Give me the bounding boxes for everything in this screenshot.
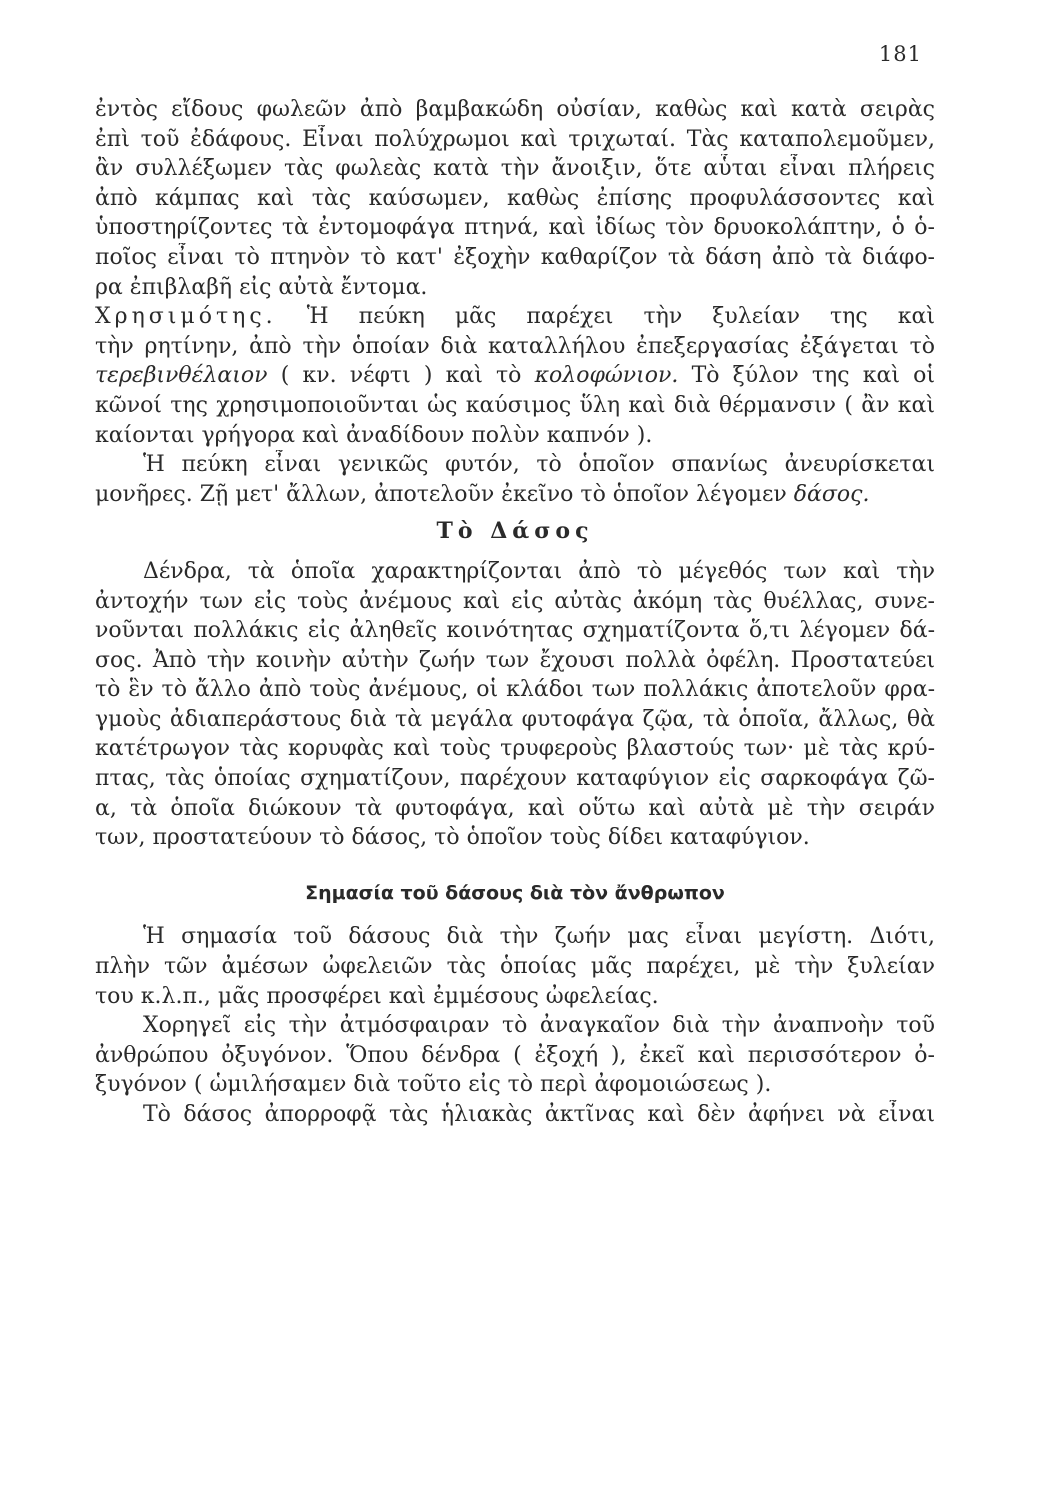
text-line: σος. Ἀπὸ τὴν κοινὴν αὐτὴν ζωήν των ἔχουσι πολλὰ ὀφέλη. Προστατεύει bbox=[95, 647, 935, 673]
section-heading-importance: Σημασία τοῦ δάσους διὰ τὸν ἄνθρωπον bbox=[305, 881, 725, 904]
text-line: τὴν ρητίνην, ἀπὸ τὴν ὁποίαν διὰ καταλλήλου ἐπεξεργασίας ἐξάγεται τὸ bbox=[95, 333, 935, 359]
text-line: γμοὺς ἀδιαπεράστους διὰ τὰ μεγάλα φυτοφάγα ζῷα, τὰ ὁποῖα, ἄλλως, θὰ bbox=[95, 706, 935, 732]
text-line: Δένδρα, τὰ ὁποῖα χαρακτηρίζονται ἀπὸ τὸ μέγεθός των καὶ τὴν bbox=[143, 558, 935, 584]
text-line: νοῦνται πολλάκις εἰς ἀληθεῖς κοινότητας σχηματίζοντα ὅ,τι λέγομεν δά- bbox=[95, 618, 935, 644]
text-line: κατέτρωγον τὰς κορυφὰς καὶ τοὺς τρυφεροὺς βλαστούς των· μὲ τὰς κρύ- bbox=[95, 736, 935, 762]
text-line: ἀνθρώπου ὀξυγόνον. Ὅπου δένδρα ( ἐξοχή ), ἐκεῖ καὶ περισσότερον ὀ- bbox=[95, 1042, 935, 1068]
text-line: καίονται γρήγορα καὶ ἀναδίδουν πολὺν καπνόν ). bbox=[95, 422, 653, 448]
text-line: ὑποστηρίζοντες τὰ ἐντομοφάγα πτηνά, καὶ ἰδίως τὸν δρυοκολάπτην, ὁ ὁ- bbox=[95, 215, 935, 241]
usefulness-label: Χρησιμότης. bbox=[95, 304, 277, 330]
text-line: ἂν συλλέξωμεν τὰς φωλεὰς κατὰ τὴν ἄνοιξιν, ὅτε αὗται εἶναι πλήρεις bbox=[95, 156, 935, 182]
text-line bbox=[95, 302, 935, 332]
text-line: ξυγόνον ( ὡμιλήσαμεν διὰ τοῦτο εἰς τὸ περὶ ἀφομοιώσεως ). bbox=[95, 1072, 772, 1098]
term-forest: δάσος. bbox=[793, 481, 870, 507]
text-line: ἐντὸς εἴδους φωλεῶν ἀπὸ βαμβακώδη οὐσίαν, καθὼς καὶ κατὰ σειρὰς bbox=[95, 97, 935, 122]
text-line: Ἡ σημασία τοῦ δάσους διὰ τὴν ζωήν μας εἶναι μεγίστη. Διότι, bbox=[143, 924, 935, 950]
text-line: πλὴν τῶν ἀμέσων ὠφελειῶν τὰς ὁποίας μᾶς παρέχει, μὲ τὴν ξυλείαν bbox=[95, 954, 935, 980]
paragraph-sunlight bbox=[95, 1100, 935, 1130]
text-line: α, τὰ ὁποῖα διώκουν τὰ φυτοφάγα, καὶ οὕτω καὶ αὐτὰ μὲ τὴν σειράν bbox=[95, 795, 935, 821]
paragraph-importance bbox=[95, 922, 935, 1011]
term-turpentine: τερεβινθέλαιον bbox=[95, 363, 268, 389]
text-fragment: Τὸ ξύλον της καὶ οἱ bbox=[691, 363, 935, 389]
text-line bbox=[95, 480, 935, 510]
text-line: τὸ ἓν τὸ ἄλλο ἀπὸ τοὺς ἀνέμους, οἱ κλάδοι των πολλάκις ἀποτελοῦν φρα- bbox=[95, 677, 935, 703]
text-line: ἀπὸ κάμπας καὶ τὰς καύσωμεν, καθὼς ἐπίσης προφυλάσσοντες καὶ bbox=[95, 185, 935, 211]
text-line: ἀντοχήν των εἰς τοὺς ἀνέμους καὶ εἰς αὐτὰς ἀκόμη τὰς θυέλλας, συνε- bbox=[95, 588, 935, 614]
text-line: του κ.λ.π., μᾶς προσφέρει καὶ ἐμμέσους ὠφελείας. bbox=[95, 983, 659, 1009]
text-line: Τὸ δάσος ἀπορροφᾷ τὰς ἡλιακὰς ἀκτῖνας καὶ δὲν ἀφήνει νὰ εἶναι bbox=[143, 1102, 935, 1127]
text-line: Ἡ πεύκη εἶναι γενικῶς φυτόν, τὸ ὁποῖον σπανίως ἀνευρίσκεται bbox=[143, 452, 935, 478]
text-line bbox=[95, 361, 935, 391]
section-heading-forest: Τὸ Δάσος bbox=[436, 518, 594, 545]
text-fragment: μονῆρες. Ζῇ μετ' ἄλλων, ἀποτελοῦν ἐκεῖνο τὸ ὁποῖον λέγομεν bbox=[95, 481, 787, 507]
page-number: 181 bbox=[878, 42, 922, 66]
text-fragment: Ἡ πεύκη μᾶς παρέχει τὴν ξυλείαν της καὶ bbox=[306, 304, 935, 330]
text-line: ποῖος εἶναι τὸ πτηνὸν τὸ κατ' ἐξοχὴν καθαρίζον τὰ δάση ἀπὸ τὰ διάφο- bbox=[95, 244, 935, 270]
text-line: κῶνοί της χρησιμοποιοῦνται ὡς καύσιμος ὕλη καὶ διὰ θέρμανσιν ( ἂν καὶ bbox=[95, 392, 935, 418]
text-line: Χορηγεῖ εἰς τὴν ἀτμόσφαιραν τὸ ἀναγκαῖον διὰ τὴν ἀναπνοὴν τοῦ bbox=[143, 1013, 935, 1039]
page-body bbox=[95, 95, 935, 1130]
paragraph-pine bbox=[95, 450, 935, 509]
text-line: ρα ἐπιβλαβῆ εἰς αὐτὰ ἔντομα. bbox=[95, 274, 428, 300]
text-line: των, προστατεύουν τὸ δάσος, τὸ ὁποῖον τοὺς δίδει καταφύγιον. bbox=[95, 825, 810, 851]
paragraph-usefulness bbox=[95, 302, 935, 450]
text-line: ἐπὶ τοῦ ἐδάφους. Εἶναι πολύχρωμοι καὶ τριχωταί. Τὰς καταπολεμοῦμεν, bbox=[95, 126, 935, 152]
text-fragment: ( κν. νέφτι ) καὶ τὸ bbox=[280, 363, 522, 389]
paragraph-intro bbox=[95, 95, 935, 302]
text-line: πτας, τὰς ὁποίας σχηματίζουν, παρέχουν καταφύγιον εἰς σαρκοφάγα ζῶ- bbox=[95, 766, 935, 792]
paragraph-oxygen bbox=[95, 1011, 935, 1100]
term-rosin: κολοφώνιον. bbox=[534, 363, 679, 389]
paragraph-forest bbox=[95, 557, 935, 853]
